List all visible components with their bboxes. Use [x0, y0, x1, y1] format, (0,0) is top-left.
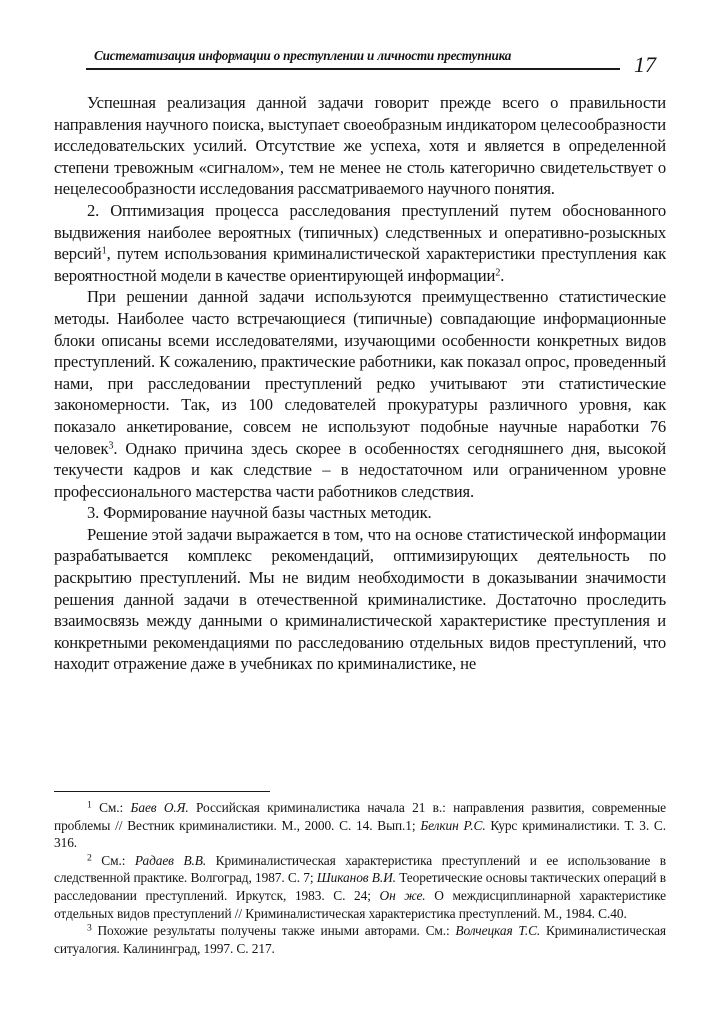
footnote-text: См.: — [91, 800, 131, 815]
paragraph — [54, 92, 666, 200]
footnote-number: 3 — [87, 922, 92, 934]
paragraph-text: При решении данной задачи используются преимущественно статистические методы. Наиболее часто встречающиеся (типичные) совпадающие информационные блоки описаны всеми исследователями, изучающими особенности конкретных видов преступлений. К сожалению, практические работники, как показал опрос, проведенный нами, при расследовании преступлений редко учитывают эти статистические закономерности. Так, из 100 следователей прокуратуры различного уровня, как показало анкетирование, совсем не используют подобные научные наработки 76 человек — [54, 287, 666, 458]
footnote-author: Он же. — [379, 887, 426, 903]
footnote-text: Российская криминалистика начала 21 в.: направления развития, современные проблемы // Вестник криминалистики. М., 2000. С. 14. Вып.1; — [54, 800, 667, 833]
paragraph-text: 2. Оптимизация процесса расследования преступлений путем обоснованного выдвижения наиболее вероятных (типичных) следственных и оперативно-розыскных версий — [54, 200, 666, 264]
footnote-text: Криминалистическая характеристика преступлений и ее использование в следственной практике. Волгоград, 1987. С. 7; — [54, 852, 666, 886]
footnote-ref[interactable]: 1 — [101, 245, 107, 257]
paragraph-text: . Однако причина здесь скорее в особенностях сегодняшнего дня, высокой текучести кадров и как следствие – в недостаточном или ограниченном уровне профессионального мастерства части работников следствия. — [54, 438, 666, 501]
footnote — [54, 922, 666, 957]
footnote-number: 2 — [87, 852, 92, 864]
main-text — [54, 92, 666, 675]
footnote-number: 1 — [87, 799, 92, 811]
footnote-author: Шиканов В.И. — [316, 870, 396, 886]
paragraph — [54, 200, 666, 286]
footnote-author: Баев О.Я. — [130, 800, 189, 815]
page-number: 17 — [634, 52, 656, 77]
footnote-separator — [54, 791, 270, 792]
footnote-ref[interactable]: 3 — [108, 439, 114, 451]
paragraph-text: Успешная реализация данной задачи говорит прежде всего о правильности направления научного поиска, выступает своеобразным индикатором целесообразности исследовательских усилий. Отсутствие же успеха, хотя и является в определенной степени тревожным «сигналом», тем не менее не столь категорично свидетельствует о нецелесообразности исследования рассматриваемого научного понятия. — [54, 93, 666, 199]
footnotes — [54, 799, 666, 957]
running-head: Систематизация информации о преступлении и личности преступника — [94, 48, 512, 63]
footnote-text: О междисциплинарной характеристике отдельных видов преступлений // Криминалистическая характеристика преступлений. М., 1984. С.40. — [54, 887, 666, 921]
footnote-author: Волчецкая Т.С. — [455, 923, 541, 939]
paragraph-text: Решение этой задачи выражается в том, что на основе статистической информации разрабатывается комплекс рекомендаций, оптимизирующих деятельность по раскрытию преступлений. Мы не видим необходимости в доказывании значимости решения данной задачи в отечественной криминалистике. Достаточно проследить взаимосвязь между данными о криминалистической характеристике преступления и конкретными рекомендациями по расследованию отдельных видов преступлений, что находит отражение даже в учебниках по криминалистике, не — [54, 524, 666, 674]
footnote-author: Белкин Р.С. — [420, 817, 486, 833]
footnote — [54, 852, 666, 922]
footnote-author: Радаев В.В. — [134, 852, 207, 868]
paragraph-text: . — [500, 265, 505, 285]
header-rule — [86, 68, 620, 70]
paragraph-text: , путем использования криминалистической характеристики преступления как вероятностной модели в качестве ориентирующей информации — [54, 244, 666, 285]
footnote-text: См.: — [91, 852, 135, 868]
footnote-text: Теоретические основы тактических операций в расследовании преступлений. Иркутск, 1983. С. 24; — [54, 870, 666, 903]
footnote — [54, 799, 666, 852]
page-header — [86, 44, 662, 78]
footnote-text: Курс криминалистики. Т. 3. С. 316. — [54, 817, 666, 851]
footnote-text: Похожие результаты получены также иными авторами. См.: — [91, 923, 456, 939]
paragraph — [54, 524, 666, 675]
footnote-ref[interactable]: 2 — [495, 267, 501, 279]
footnote-text: Криминалистическая ситуалогия. Калининград, 1997. С. 217. — [54, 923, 666, 956]
paragraph — [54, 502, 666, 524]
paragraph — [54, 286, 666, 502]
paragraph-text: 3. Формирование научной базы частных методик. — [87, 503, 432, 523]
